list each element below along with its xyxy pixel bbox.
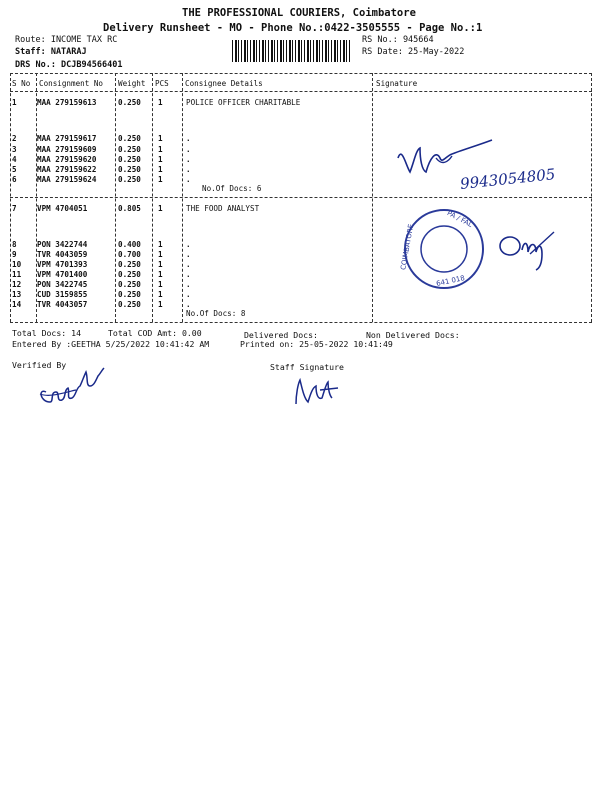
table-row-pcs: 1 [158,250,163,259]
table-row-weight: 0.250 [118,155,141,164]
table-row-details: . [186,260,191,269]
table-row-cons: MAA 279159620 [37,155,97,164]
table-row-cons: TVR 4043057 [37,300,88,309]
group1-docs-count: No.Of Docs: 6 [202,184,262,193]
header-consignee: Consignee Details [185,79,263,88]
table-row-weight: 0.250 [118,270,141,279]
handwritten-phone: 9943054805 [459,165,557,193]
table-row-cons: MAA 279159617 [37,134,97,143]
stamp-bottom-text: 641 018 [435,274,466,288]
table-row-details: POLICE OFFICER CHARITABLE [186,98,301,107]
table-row-sno: 1 [12,98,17,107]
table-row-pcs: 1 [158,145,163,154]
table-row-details: . [186,270,191,279]
verified-by-label: Verified By [12,360,67,370]
entered-by: Entered By :GEETHA 5/25/2022 10:41:42 AM [12,339,210,349]
route-label: Route: INCOME TAX RC [15,35,118,45]
non-delivered-docs: Non Delivered Docs: [366,330,460,340]
table-bottom-line [10,322,592,323]
col-divider [115,73,116,322]
table-row-weight: 0.250 [118,290,141,299]
table-row-sno: 8 [12,240,17,249]
col-divider [10,73,11,322]
table-row-sno: 7 [12,204,17,213]
table-row-cons: PON 3422744 [37,240,88,249]
table-row-weight: 0.250 [118,145,141,154]
total-docs: Total Docs: 14 [12,328,82,338]
table-row-pcs: 1 [158,240,163,249]
table-row-pcs: 1 [158,280,163,289]
table-row-sno: 14 [12,300,22,309]
table-row-sno: 12 [12,280,22,289]
rs-date-label: RS Date: 25-May-2022 [362,47,465,57]
table-row-cons: MAA 279159613 [37,98,97,107]
table-row-weight: 0.250 [118,165,141,174]
table-row-pcs: 1 [158,134,163,143]
table-row-pcs: 1 [158,155,163,164]
office-stamp [399,207,486,291]
header-bottom-line [10,91,592,92]
table-row-details: . [186,134,191,143]
stamp-top-text: PA / FAL [445,209,474,229]
table-row-details: . [186,300,191,309]
table-row-cons: TVR 4043059 [37,250,88,259]
table-row-details: . [186,290,191,299]
runsheet-subtitle: Delivery Runsheet - MO - Phone No.:0422-3505555 - Page No.:1 [103,22,483,34]
company-title: THE PROFESSIONAL COURIERS, Coimbatore [182,7,416,19]
barcode [232,40,350,62]
table-row-cons: CUD 3159855 [37,290,88,299]
delivered-docs: Delivered Docs: [244,330,318,340]
table-row-sno: 2 [12,134,17,143]
table-row-weight: 0.250 [118,175,141,184]
table-row-pcs: 1 [158,260,163,269]
table-row-cons: MAA 279159622 [37,165,97,174]
table-row-details: . [186,250,191,259]
table-row-weight: 0.700 [118,250,141,259]
table-row-sno: 4 [12,155,17,164]
group1-bottom-line [10,197,592,198]
header-sno: S No [12,79,31,88]
table-row-weight: 0.250 [118,260,141,269]
table-row-pcs: 1 [158,98,163,107]
table-row-cons: MAA 279159624 [37,175,97,184]
header-weight: Weight [118,79,146,88]
table-row-pcs: 1 [158,175,163,184]
table-row-weight: 0.250 [118,98,141,107]
header-signature: Signature [376,79,418,88]
drs-label: DRS No.: DCJB94566401 [15,60,123,70]
table-row-cons: VPM 4701393 [37,260,88,269]
printed-on: Printed on: 25-05-2022 10:41:49 [240,339,393,349]
total-cod: Total COD Amt: 0.00 [108,328,202,338]
table-row-pcs: 1 [158,300,163,309]
table-row-weight: 0.400 [118,240,141,249]
table-row-weight: 0.250 [118,300,141,309]
table-row-details: . [186,165,191,174]
group2-docs-count: No.Of Docs: 8 [186,309,246,318]
rs-no-label: RS No.: 945664 [362,35,434,45]
table-row-cons: MAA 279159609 [37,145,97,154]
table-row-details: THE FOOD ANALYST [186,204,260,213]
table-row-weight: 0.805 [118,204,141,213]
table-row-sno: 13 [12,290,22,299]
col-divider [152,73,153,322]
table-row-sno: 5 [12,165,17,174]
table-row-details: . [186,280,191,289]
table-row-details: . [186,175,191,184]
staff-signature-scribble [290,374,342,410]
table-row-cons: PON 3422745 [37,280,88,289]
verifier-signature [36,362,116,410]
stamp-left-text: COIMBATORE [399,223,416,271]
table-row-cons: VPM 4704051 [37,204,88,213]
table-row-details: . [186,145,191,154]
col-divider [182,73,183,322]
table-row-weight: 0.250 [118,280,141,289]
table-row-sno: 6 [12,175,17,184]
header-consignment: Consignment No [39,79,104,88]
table-row-cons: VPM 4701400 [37,270,88,279]
table-row-pcs: 1 [158,290,163,299]
signature-scribble-2 [496,222,558,274]
col-divider [591,73,592,322]
table-top-line [10,73,592,74]
table-row-sno: 11 [12,270,22,279]
table-row-pcs: 1 [158,270,163,279]
table-row-pcs: 1 [158,165,163,174]
table-row-details: . [186,155,191,164]
staff-signature-label: Staff Signature [270,362,344,372]
table-row-sno: 3 [12,145,17,154]
col-divider [372,73,373,322]
staff-label: Staff: NATARAJ [15,47,87,57]
table-row-weight: 0.250 [118,134,141,143]
header-pcs: PCS [155,79,169,88]
table-row-sno: 9 [12,250,17,259]
table-row-pcs: 1 [158,204,163,213]
table-row-details: . [186,240,191,249]
table-row-sno: 10 [12,260,22,269]
